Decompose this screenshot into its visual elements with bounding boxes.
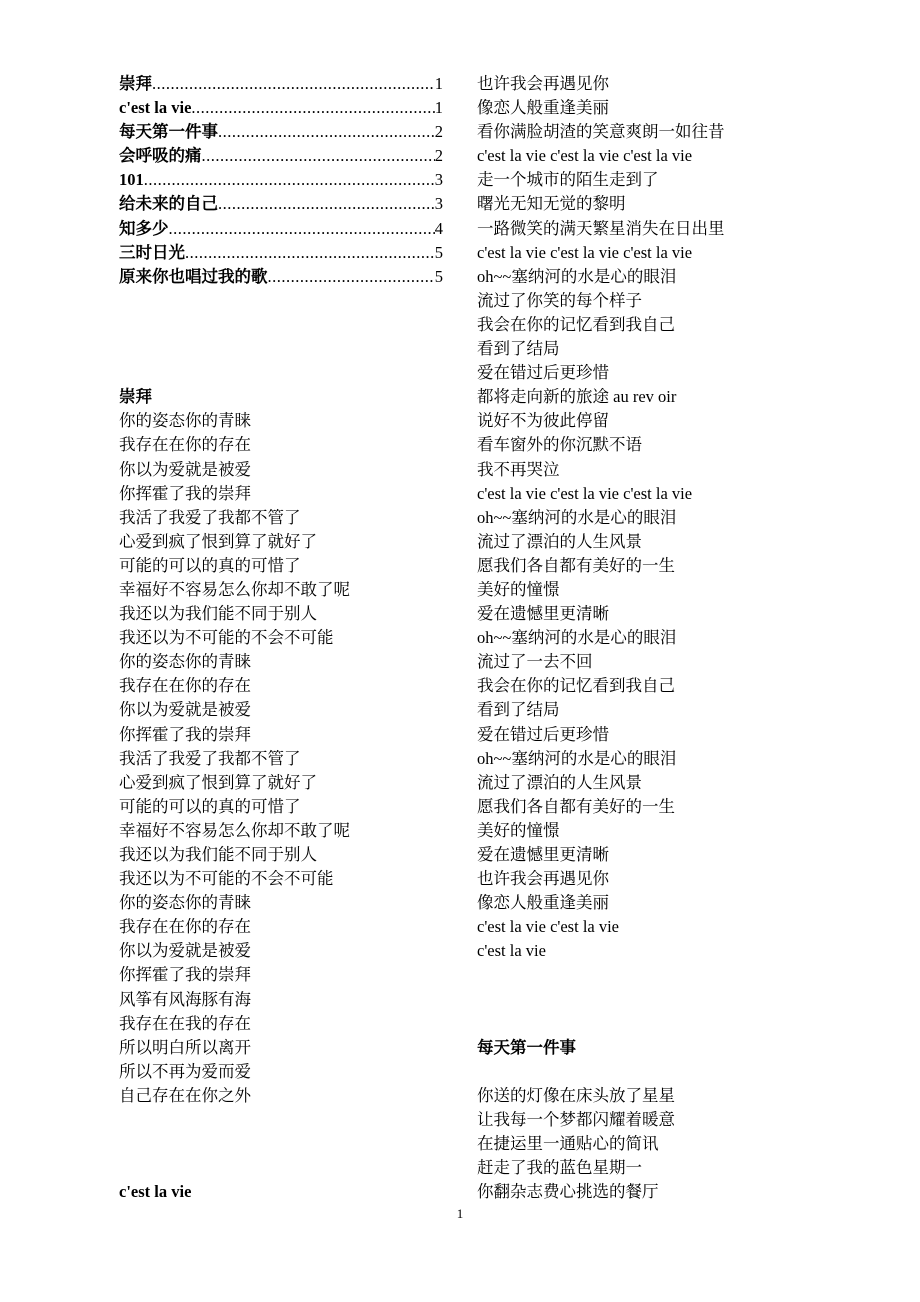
lyric-line: 自己存在在你之外 [119, 1085, 251, 1105]
lyric-line: 所以不再为爱而爱 [119, 1061, 251, 1081]
lyric-line: 在捷运里一通贴心的简讯 [477, 1134, 659, 1154]
lyric-line: oh~~塞纳河的水是心的眼泪 [477, 628, 677, 648]
song-title-cestlavie: c'est la vie [119, 1182, 192, 1202]
lyric-line: 你的姿态你的青睐 [119, 893, 251, 913]
lyric-line: 像恋人般重逢美丽 [477, 893, 609, 913]
lyric-line: c'est la vie c'est la vie c'est la vie [477, 242, 693, 262]
lyric-line: 流过了一去不回 [477, 652, 593, 672]
lyric-line: 流过了漂泊的人生风景 [477, 531, 642, 551]
lyric-line: 爱在错过后更珍惜 [477, 724, 609, 744]
lyric-line: 我还以为我们能不同于别人 [119, 845, 317, 864]
lyric-line: 我还以为不可能的不会不可能 [119, 628, 334, 648]
toc-entry[interactable]: 每天第一件事 ..... 2 [119, 120, 443, 144]
lyric-line: 也许我会再遇见你 [477, 74, 609, 93]
lyric-line: 可能的可以的真的可惜了 [119, 555, 301, 575]
lyric-line: 幸福好不容易怎么你却不敢了呢 [119, 579, 350, 599]
lyric-line: 爱在遗憾里更清晰 [477, 845, 609, 864]
lyric-line: 你以为爱就是被爱 [119, 700, 251, 720]
lyric-line: 我还以为不可能的不会不可能 [119, 869, 334, 889]
toc-entry[interactable]: 会呼吸的痛 ..... 2 [119, 144, 443, 168]
lyric-line: 也许我会再遇见你 [477, 869, 609, 889]
toc-entry[interactable]: 原来你也唱过我的歌 ..... 5 [119, 265, 443, 289]
lyric-line: 我活了我爱了我都不管了 [119, 507, 301, 527]
lyric-line: c'est la vie c'est la vie c'est la vie [477, 483, 693, 503]
lyric-line: 愿我们各自都有美好的一生 [477, 555, 675, 575]
lyric-line: 我存在在你的存在 [119, 676, 251, 696]
left-column [119, 72, 443, 1204]
lyric-line: 一路微笑的满天繁星消失在日出里 [477, 218, 725, 238]
toc-entry[interactable]: 知多少 ..... 4 [119, 217, 443, 241]
lyric-line: 曙光无知无觉的黎明 [477, 194, 626, 214]
lyric-line: 流过了你笑的每个样子 [477, 290, 642, 310]
lyric-line: 我存在在我的存在 [119, 1013, 251, 1033]
lyric-line: 我会在你的记忆看到我自己 [477, 676, 675, 696]
lyric-line: 都将走向新的旅途 au rev oir [477, 387, 677, 407]
lyric-line: oh~~塞纳河的水是心的眼泪 [477, 266, 677, 286]
lyric-line: 我活了我爱了我都不管了 [119, 748, 301, 768]
lyric-line: 幸福好不容易怎么你却不敢了呢 [119, 820, 350, 840]
lyric-line: 爱在遗憾里更清晰 [477, 604, 609, 624]
toc-entry[interactable]: 崇拜 ..... 1 [119, 72, 443, 96]
right-column [477, 72, 777, 1204]
lyric-line: 我还以为我们能不同于别人 [119, 604, 317, 624]
lyrics-cestlavie [477, 72, 777, 963]
lyric-line: 看到了结局 [477, 700, 560, 720]
lyric-line: 所以明白所以离开 [119, 1037, 251, 1057]
lyric-line: 风筝有风海豚有海 [119, 989, 251, 1009]
lyric-line: oh~~塞纳河的水是心的眼泪 [477, 748, 677, 768]
lyric-line: 看到了结局 [477, 339, 560, 359]
lyric-line: 你挥霍了我的崇拜 [119, 483, 251, 503]
lyric-line: 你的姿态你的青睐 [119, 652, 251, 672]
lyric-line: c'est la vie [477, 941, 546, 961]
lyric-line: 像恋人般重逢美丽 [477, 98, 609, 118]
lyric-line: 你挥霍了我的崇拜 [119, 724, 251, 744]
lyric-line: 你挥霍了我的崇拜 [119, 965, 251, 985]
table-of-contents [119, 72, 443, 289]
lyric-line: 让我每一个梦都闪耀着暖意 [477, 1110, 675, 1130]
lyric-line: 我存在在你的存在 [119, 917, 251, 937]
toc-entry[interactable]: 三时日光 ..... 5 [119, 241, 443, 265]
lyric-line: 看车窗外的你沉默不语 [477, 435, 642, 455]
toc-entry[interactable]: 给未来的自己 ..... 3 [119, 192, 443, 216]
lyric-line: c'est la vie c'est la vie [477, 917, 620, 937]
lyric-line: 心爱到疯了恨到算了就好了 [119, 531, 317, 551]
lyric-line: 看你满脸胡渣的笑意爽朗一如往昔 [477, 122, 725, 142]
lyric-line: 我不再哭泣 [477, 459, 560, 479]
lyric-line: 说好不为彼此停留 [477, 411, 609, 431]
lyric-line: 美好的憧憬 [477, 579, 560, 599]
lyric-line: 美好的憧憬 [477, 820, 560, 840]
lyric-line: c'est la vie c'est la vie c'est la vie [477, 146, 693, 166]
song-title-chongbai: 崇拜 [119, 387, 152, 407]
lyric-line: 你以为爱就是被爱 [119, 459, 251, 479]
song-title-meitian: 每天第一件事 [477, 1037, 576, 1057]
lyrics-meitian [477, 1084, 777, 1204]
lyric-line: 我存在在你的存在 [119, 435, 251, 455]
lyric-line: 赶走了我的蓝色星期一 [477, 1158, 642, 1178]
lyric-line: 愿我们各自都有美好的一生 [477, 796, 675, 816]
lyrics-chongbai [119, 409, 443, 1108]
lyric-line: 流过了漂泊的人生风景 [477, 772, 642, 792]
lyric-line: oh~~塞纳河的水是心的眼泪 [477, 507, 677, 527]
lyric-line: 可能的可以的真的可惜了 [119, 796, 301, 816]
lyric-line: 你的姿态你的青睐 [119, 411, 251, 431]
page-number: 1 [456, 1206, 464, 1221]
lyric-line: 你送的灯像在床头放了星星 [477, 1085, 675, 1105]
lyric-line: 你以为爱就是被爱 [119, 941, 251, 961]
toc-entry[interactable]: c'est la vie ..... 1 [119, 96, 443, 120]
lyric-line: 心爱到疯了恨到算了就好了 [119, 772, 317, 792]
lyric-line: 爱在错过后更珍惜 [477, 363, 609, 383]
lyric-line: 我会在你的记忆看到我自己 [477, 314, 675, 334]
lyric-line: 走一个城市的陌生走到了 [477, 170, 659, 190]
toc-entry[interactable]: 101 ..... 3 [119, 168, 443, 192]
lyric-line: 你翻杂志费心挑选的餐厅 [477, 1182, 659, 1202]
